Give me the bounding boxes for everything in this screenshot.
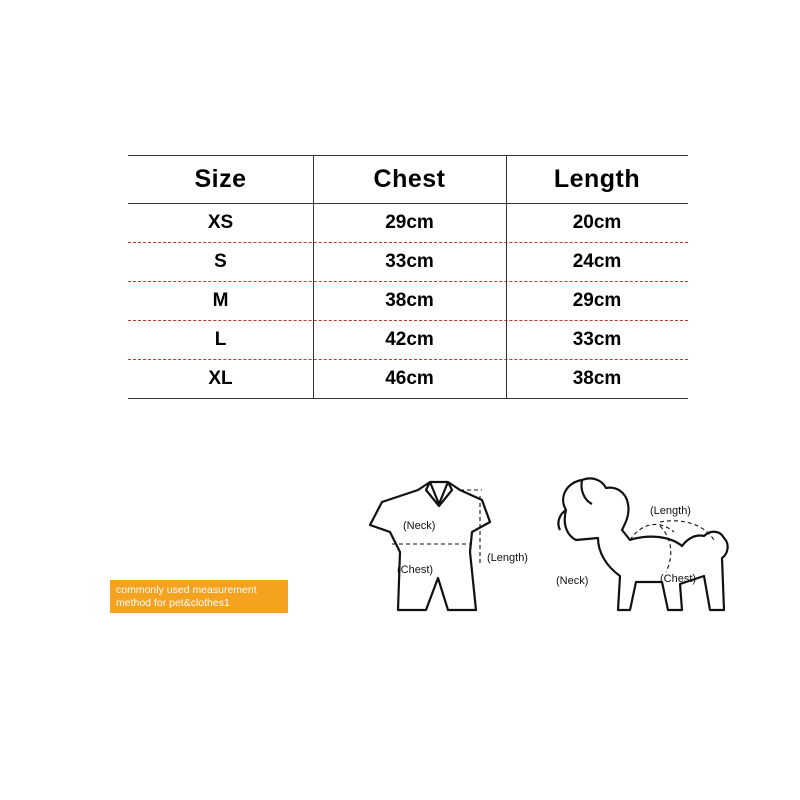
- column-header-chest: Chest: [373, 164, 446, 193]
- table-row: [128, 359, 688, 398]
- cell-length: 38cm: [572, 367, 622, 389]
- table-rule-header: [128, 203, 688, 204]
- cell-length: 29cm: [572, 289, 622, 311]
- dog-outline-icon: [558, 478, 727, 610]
- table-rule-row1: [128, 242, 688, 243]
- table-divider-1: [313, 155, 314, 398]
- cell-chest: 29cm: [385, 211, 434, 233]
- dog-chest-measure-line: [660, 526, 671, 572]
- cell-size: L: [214, 328, 227, 350]
- dog-chest-label: (Chest): [660, 573, 697, 585]
- size-chart-table: [128, 155, 688, 398]
- garment-neck-label: (Neck): [403, 520, 436, 532]
- caption-line-1: commonly used measurement: [116, 583, 257, 596]
- cell-size: S: [214, 250, 227, 272]
- measurement-diagram: [330, 460, 780, 660]
- cell-size: XS: [207, 211, 234, 233]
- table-header-row: [128, 155, 688, 203]
- dog-neck-label: (Neck): [556, 575, 589, 587]
- dog-length-label: (Length): [650, 505, 691, 517]
- table-row: [128, 320, 688, 359]
- table-rule-row2: [128, 281, 688, 282]
- cell-size: M: [212, 289, 229, 311]
- column-header-length: Length: [553, 164, 641, 193]
- table-rule-top: [128, 155, 688, 156]
- garment-chest-label: (Chest): [397, 564, 434, 576]
- table-rule-row3: [128, 320, 688, 321]
- table-row: [128, 281, 688, 320]
- garment-length-label: (Length): [487, 552, 528, 564]
- column-header-size: Size: [194, 164, 247, 193]
- table-rule-bottom: [128, 398, 688, 399]
- measurement-caption: [110, 580, 288, 613]
- caption-line-2: method for pet&clothes1: [116, 596, 230, 609]
- cell-chest: 38cm: [385, 289, 434, 311]
- cell-size: XL: [208, 367, 233, 389]
- cell-chest: 46cm: [385, 367, 434, 389]
- cell-chest: 33cm: [385, 250, 434, 272]
- cell-length: 24cm: [572, 250, 622, 272]
- cell-chest: 42cm: [385, 328, 434, 350]
- dog-length-measure-line: [660, 521, 714, 540]
- table-row: [128, 242, 688, 281]
- cell-length: 33cm: [572, 328, 622, 350]
- cell-length: 20cm: [572, 211, 622, 233]
- table-divider-2: [506, 155, 507, 398]
- table-rule-row4: [128, 359, 688, 360]
- garment-outline-icon: [370, 482, 490, 610]
- table-row: [128, 203, 688, 242]
